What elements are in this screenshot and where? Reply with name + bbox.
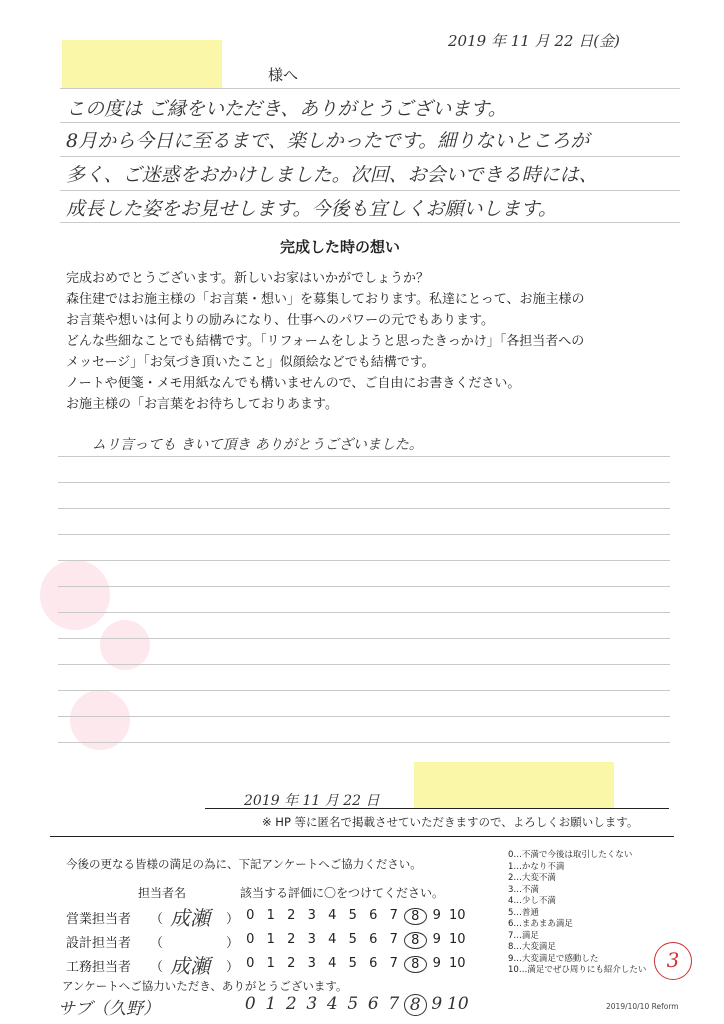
line	[60, 222, 680, 223]
legend-item: 9…大変満足で感動した	[508, 953, 599, 964]
rating-option-0[interactable]: 0	[244, 994, 256, 1014]
rating-option-2[interactable]: 2	[285, 994, 297, 1014]
writing-line	[58, 638, 670, 639]
writing-line	[58, 456, 670, 457]
writing-line	[58, 560, 670, 561]
rating-option-1[interactable]: 1	[266, 932, 275, 947]
signature-line	[205, 808, 669, 809]
writing-line	[58, 716, 670, 717]
survey-thanks: アンケートへご協力いただき、ありがとうございます。	[62, 979, 348, 993]
rating-option-6[interactable]: 6	[369, 956, 378, 971]
prompt-line: ノートや便箋・メモ用紙なんでも構いませんので、ご自由にお書きください。	[66, 376, 521, 391]
rating-option-3[interactable]: 3	[306, 994, 318, 1014]
rating-option-8[interactable]: 8	[404, 956, 427, 973]
rating-option-4[interactable]: 4	[328, 956, 337, 971]
writing-line	[58, 482, 670, 483]
rating-option-0[interactable]: 0	[246, 956, 255, 971]
rating-option-9[interactable]: 9	[432, 908, 441, 923]
row-label: サブ（久野）	[58, 999, 160, 1019]
rating-option-4[interactable]: 4	[326, 994, 338, 1014]
letter-line: 成長した姿をお見せします。今後も宜しくお願いします。	[66, 198, 557, 220]
legend-item: 4…少し不満	[508, 896, 556, 906]
prompt-line: お言葉や想いは何よりの励みになり、仕事へのパワーの元でもあります。	[66, 313, 494, 328]
score-row-sales: 営業担当者 （ 成瀬 ） 0 1 2 3 4 5 6 7 8 9 10	[58, 906, 488, 928]
handwritten-date: 2019 年 11 月 22 日(金)	[448, 32, 620, 50]
writing-line	[58, 534, 670, 535]
legend-item: 7…満足	[508, 930, 539, 941]
form-code: 2019/10/10 Reform	[606, 1002, 679, 1011]
divider	[50, 836, 674, 837]
watermark-flower	[100, 620, 150, 670]
rating-option-9[interactable]: 9	[431, 994, 443, 1014]
line	[60, 156, 680, 157]
rating-stamp: 3	[654, 942, 692, 980]
writing-line	[58, 664, 670, 665]
rating-option-0[interactable]: 0	[246, 908, 255, 923]
rating-option-10[interactable]: 10	[447, 994, 469, 1014]
rating-option-8[interactable]: 8	[404, 908, 427, 925]
rating-option-3[interactable]: 3	[307, 932, 316, 947]
line	[60, 190, 680, 191]
rating-option-9[interactable]: 9	[432, 956, 441, 971]
legend-item: 5…普通	[508, 907, 539, 918]
rating-option-7[interactable]: 7	[389, 956, 398, 971]
signature-redaction	[414, 762, 614, 808]
prompt-line: 完成おめでとうございます。新しいお家はいかがでしょうか？	[66, 271, 429, 286]
rating-option-7[interactable]: 7	[389, 932, 398, 947]
section-title: 完成した時の想い	[280, 238, 401, 256]
signature: 成瀬	[170, 906, 210, 930]
rating-option-4[interactable]: 4	[328, 908, 337, 923]
rating-option-5[interactable]: 5	[347, 994, 359, 1014]
legend-item: 10…満足でぜひ周りにも紹介したい	[508, 965, 647, 975]
sign-date: 2019 年 11 月 22 日	[244, 793, 380, 809]
customer-message: ムリ言っても きいて頂き ありがとうございました。	[92, 437, 423, 453]
rating-option-2[interactable]: 2	[287, 956, 296, 971]
letter-line: 8月から今日に至るまで、楽しかったです。細りないところが	[66, 130, 590, 152]
writing-line	[58, 742, 670, 743]
watermark-flower	[40, 560, 110, 630]
rating-option-2[interactable]: 2	[287, 932, 296, 947]
name-redaction	[62, 40, 222, 88]
rating-option-10[interactable]: 10	[448, 932, 466, 947]
line	[60, 88, 680, 89]
score-row-design: 設計担当者 （ ） 0 1 2 3 4 5 6 7 8 9 10	[66, 932, 466, 951]
rating-option-6[interactable]: 6	[369, 908, 378, 923]
rating-option-7[interactable]: 7	[388, 994, 400, 1014]
rating-option-5[interactable]: 5	[348, 956, 357, 971]
rating-option-10[interactable]: 10	[448, 908, 466, 923]
row-label: 設計担当者	[66, 936, 132, 951]
rating-option-1[interactable]: 1	[266, 908, 275, 923]
rating-option-3[interactable]: 3	[307, 908, 316, 923]
salutation: 様へ	[268, 66, 299, 84]
rating-option-10[interactable]: 10	[448, 956, 466, 971]
rating-option-5[interactable]: 5	[348, 932, 357, 947]
legend-item: 1…かなり不満	[508, 861, 565, 872]
legend-item: 8…大変満足	[508, 942, 556, 952]
writing-line	[58, 690, 670, 691]
rating-option-6[interactable]: 6	[367, 994, 379, 1014]
score-row-construction: 工務担当者 （ 成瀬 ） 0 1 2 3 4 5 6 7 8 9 10	[58, 954, 488, 976]
rating-option-8[interactable]: 8	[404, 994, 427, 1016]
legend-item: 6…まあまあ満足	[508, 919, 573, 929]
legend-item: 3…不満	[508, 884, 539, 895]
prompt-line: どんな些細なことでも結構です。「リフォームをしようと思ったきっかけ」「各担当者への	[66, 334, 585, 349]
rating-option-1[interactable]: 1	[265, 994, 277, 1014]
line	[60, 122, 680, 123]
letter-line: この度は ご縁をいただき、ありがとうございます。	[66, 98, 507, 120]
col-person: 担当者名	[138, 886, 187, 900]
legend-item: 0…不満で今後は取引したくない	[508, 850, 633, 860]
row-label: 営業担当者	[66, 912, 132, 927]
signature: 成瀬	[170, 954, 210, 978]
rating-option-6[interactable]: 6	[369, 932, 378, 947]
prompt-text	[66, 268, 686, 415]
rating-legend	[508, 850, 646, 977]
prompt-line: 森住建ではお施主様の「お言葉・想い」を募集しております。私達にとって、お施主様の	[66, 292, 585, 307]
writing-line	[58, 508, 670, 509]
rating-option-3[interactable]: 3	[307, 956, 316, 971]
watermark-flower	[70, 690, 130, 750]
rating-option-9[interactable]: 9	[432, 932, 441, 947]
letter-line: 多く、ご迷惑をおかけしました。次回、お会いできる時には、	[66, 164, 598, 186]
writing-line	[58, 612, 670, 613]
score-row-extra	[58, 994, 488, 1019]
rating-option-2[interactable]: 2	[287, 908, 296, 923]
rating-option-7[interactable]: 7	[389, 908, 398, 923]
prompt-line: メッセージ」「お気づき頂いたこと」似顔絵などでも結構です。	[66, 355, 435, 370]
prompt-line: お施主様の「お言葉をお待ちしておりあます。	[66, 397, 338, 412]
legend-item: 2…大変不満	[508, 873, 556, 883]
col-rating: 該当する評価に〇をつけてください。	[240, 886, 445, 900]
rating-option-0[interactable]: 0	[246, 932, 255, 947]
row-label: 工務担当者	[66, 960, 132, 975]
rating-option-8[interactable]: 8	[404, 932, 427, 949]
rating-option-1[interactable]: 1	[266, 956, 275, 971]
publish-note: ※ HP 等に匿名で掲載させていただきますので、よろしくお願いします。	[262, 815, 639, 829]
rating-option-5[interactable]: 5	[348, 908, 357, 923]
rating-option-4[interactable]: 4	[328, 932, 337, 947]
writing-line	[58, 586, 670, 587]
survey-intro: 今後の更なる皆様の満足の為に、下記アンケートへご協力ください。	[66, 857, 422, 871]
